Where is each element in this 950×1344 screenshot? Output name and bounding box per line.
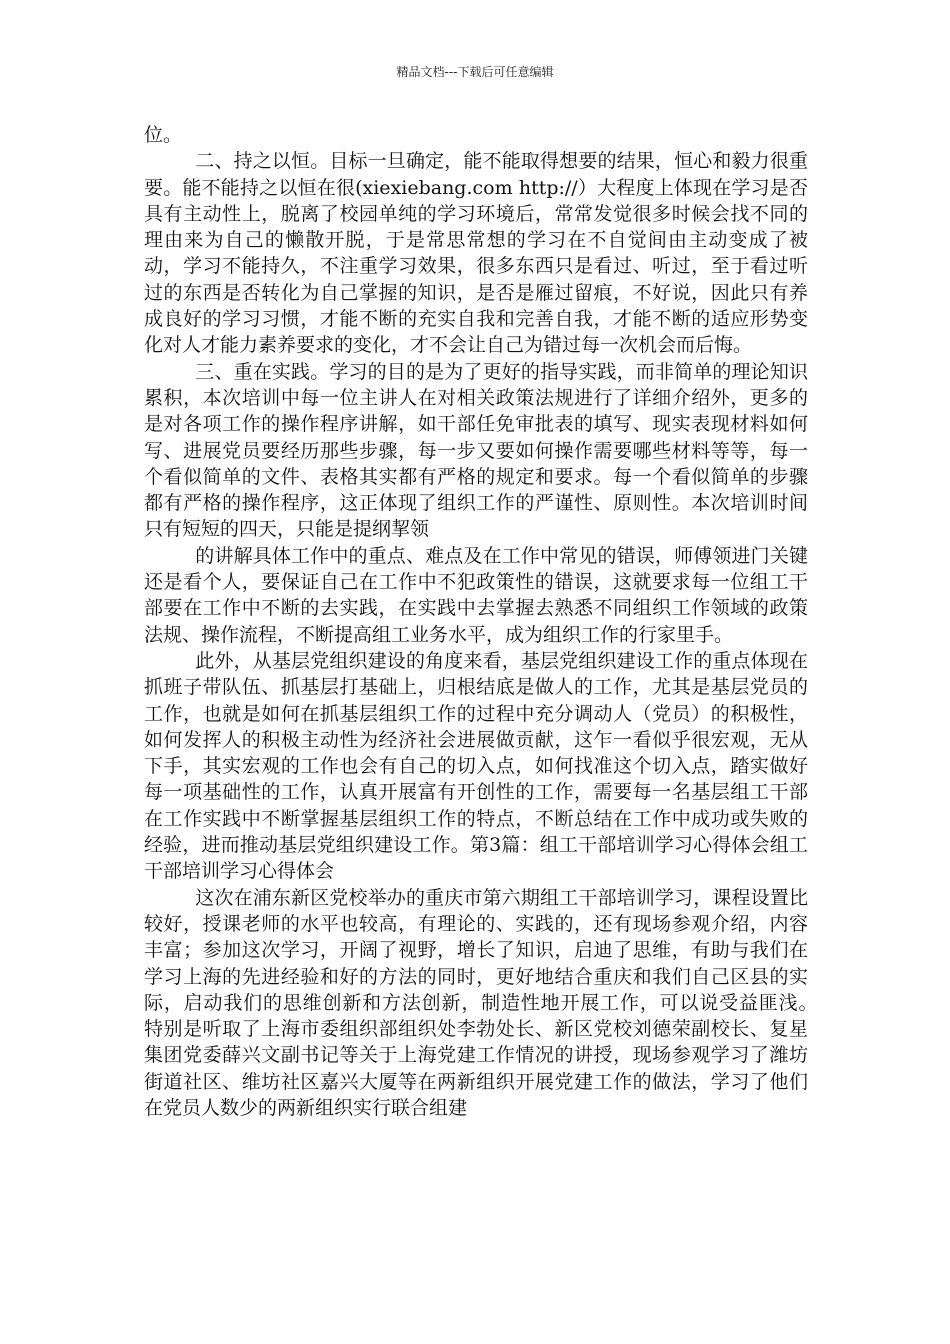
page-header: 精品文档---下载后可任意编辑 — [396, 65, 554, 79]
paragraph-grassroots: 此外，从基层党组织建设的角度来看，基层党组织建设工作的重点体现在抓班子带队伍、抓基层打基础上，归根结底是做人的工作，尤其是基层党员的工作，也就是如何在抓基层组织工作的过程中充分调动人（党员）的积极性，如何发挥人的积极主动性为经济社会进展做贡献，这乍一看似乎很宏观，无从下手，其实宏观的工作也会有自己的切入点，如何找准这个切入点，踏实做好每一项基础性的工作，认真开展富有开创性的工作，需要每一名基层组工干部在工作实践中不断掌握基层组织工作的特点，不断总结在工作中成功或失败的经验，进而推动基层党组织建设工作。第3篇：组工干部培训学习心得体会组工干部培训学习心得体会 — [144, 649, 808, 883]
document-body — [144, 122, 847, 1121]
paragraph-fragment: 位。 — [144, 124, 183, 146]
paragraph-persistence: 二、持之以恒。目标一旦确定，能不能取得想要的结果，恒心和毅力很重要。能不能持之以恒在很(xiexiebang.com http://）大程度上体现在学习是否具有主动性上，脱离了校园单纯的学习环境后，常常发觉很多时候会找不同的理由来为自己的懒散开脱，于是常思常想的学习在不自觉间由主动变成了被动，学习不能持久，不注重学习效果，很多东西只是看过、听过，至于看过听过的东西是否转化为自己掌握的知识，是否是雁过留痕，不好说，因此只有养成良好的学习习惯，才能不断的充实自我和完善自我，才能不断的适应形势变化对人才能力素养要求的变化，才不会让自己为错过每一次机会而后悔。 — [144, 150, 808, 357]
paragraph-pudong-training: 这次在浦东新区党校举办的重庆市第六期组工干部培训学习，课程设置比较好，授课老师的水平也较高，有理论的、实践的，还有现场参观介绍，内容丰富；参加这次学习，开阔了视野，增长了知识，启迪了思维，有助与我们在学习上海的先进经验和好的方法的同时，更好地结合重庆和我们自己区县的实际，启动我们的思维创新和方法创新，制造性地开展工作，可以说受益匪浅。 特别是听取了上海市委组织部组织处李勃处长、新区党校刘德荣副校长、复星集团党委薛兴文副书记等关于上海党建工作情况的讲授，现场参观学习了潍坊街道社区、维坊社区嘉兴大厦等在两新组织开展党建工作的做法，学习了他们在党员人数少的两新组织实行联合组建 — [144, 886, 847, 1119]
paragraph-practice-continued: 的讲解具体工作中的重点、难点及在工作中常见的错误，师傅领进门关键还是看个人，要保证自己在工作中不犯政策性的错误，这就要求每一位组工干部要在工作中不断的去实践，在实践中去掌握去熟悉不同组织工作领域的政策法规、操作流程，不断提高组工业务水平，成为组织工作的行家里手。 — [144, 544, 808, 646]
paragraph-practice: 三、重在实践。学习的目的是为了更好的指导实践，而非简单的理论知识累积，本次培训中每一位主讲人在对相关政策法规进行了详细介绍外，更多的是对各项工作的操作程序讲解，如干部任免审批表的填写、现实表现材料如何写、进展党员要经历那些步骤，每一步又要如何操作需要哪些材料等等，每一个看似简单的文件、表格其实都有严格的规定和要求。每一个看似简单的步骤都有严格的操作程序，这正体现了组织工作的严谨性、原则性。本次培训时间只有短短的四天，只能是提纲挈领 — [144, 360, 808, 541]
